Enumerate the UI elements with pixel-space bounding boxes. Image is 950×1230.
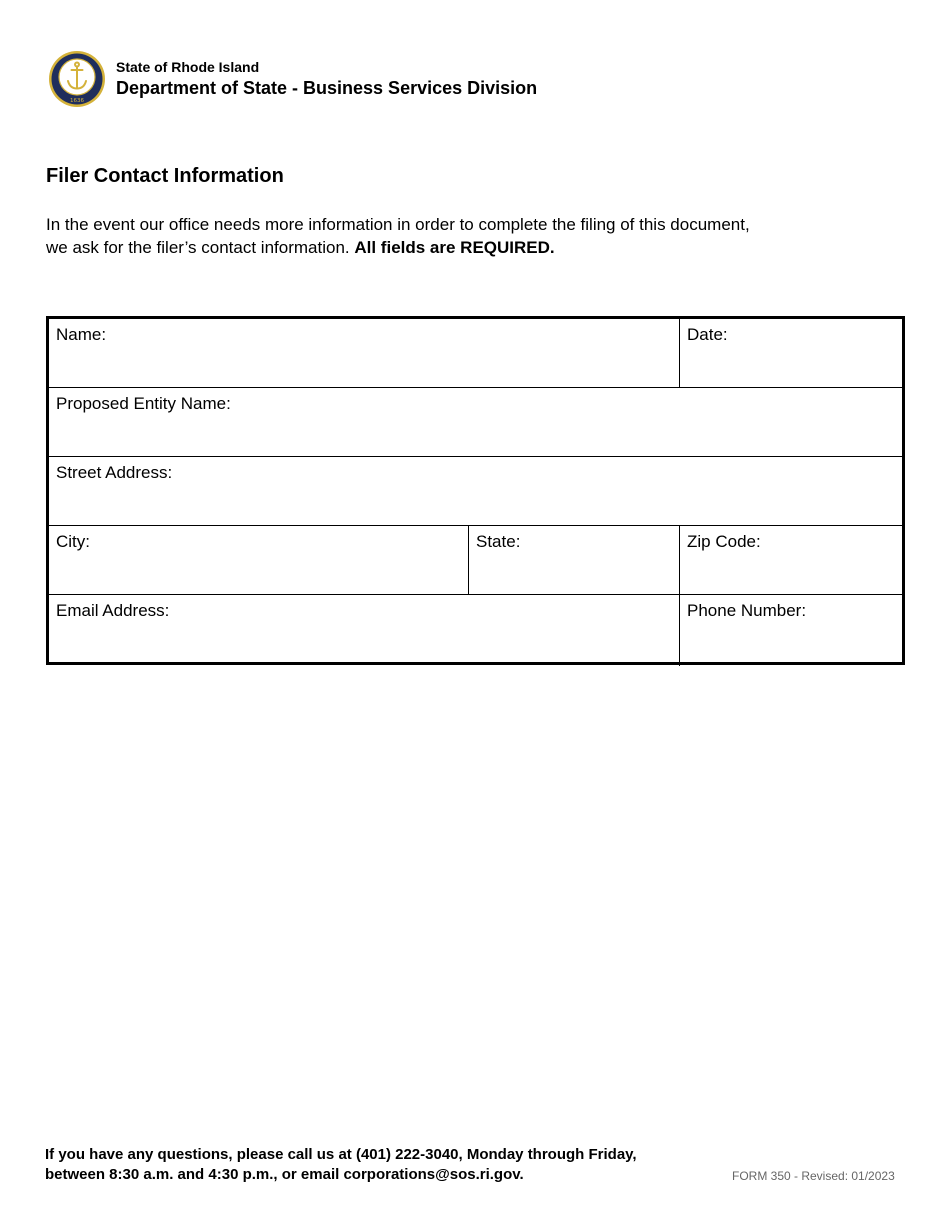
row-name-date — [49, 319, 902, 388]
row-entity — [49, 388, 902, 457]
state-seal-anchor-icon — [48, 50, 106, 108]
state-field[interactable] — [469, 526, 680, 594]
seal-year: 1636 — [70, 98, 84, 104]
email-address-field[interactable] — [49, 595, 680, 666]
footer-contact-info — [45, 1145, 685, 1185]
row-city-state-zip — [49, 526, 902, 595]
intro-text: In the event our office needs more information in order to complete the filing of this document, we ask for the filer’s contact information. — [46, 215, 750, 257]
city-field[interactable] — [49, 526, 469, 594]
row-street — [49, 457, 902, 526]
phone-number-field[interactable] — [680, 595, 902, 666]
contact-fields-table — [46, 316, 905, 665]
state-name: State of Rhode Island — [116, 59, 260, 75]
footer-line-1: If you have any questions, please call us at (401) 222-3040, Monday through Friday, — [45, 1146, 637, 1163]
date-field[interactable] — [680, 319, 902, 387]
street-address-field[interactable] — [49, 457, 902, 525]
phone-number-label: Phone Number: — [687, 601, 807, 620]
date-label: Date: — [687, 325, 728, 344]
entity-name-label: Proposed Entity Name: — [56, 394, 231, 413]
division-name: Department of State - Business Services Division — [116, 78, 538, 98]
form-revision-id: FORM 350 - Revised: 01/2023 — [732, 1169, 895, 1183]
row-email-phone — [49, 595, 902, 666]
name-label: Name: — [56, 325, 107, 344]
city-label: City: — [56, 532, 90, 551]
name-field[interactable] — [49, 319, 680, 387]
email-address-label: Email Address: — [56, 601, 170, 620]
header — [48, 50, 537, 108]
zip-code-label: Zip Code: — [687, 532, 761, 551]
form-title: Filer Contact Information — [46, 165, 284, 187]
zip-code-field[interactable] — [680, 526, 902, 594]
intro-paragraph — [46, 213, 766, 259]
state-label: State: — [476, 532, 521, 551]
entity-name-field[interactable] — [49, 388, 902, 456]
required-note: All fields are REQUIRED. — [354, 238, 555, 257]
footer-line-2: between 8:30 a.m. and 4:30 p.m., or email corporations@sos.ri.gov. — [45, 1166, 524, 1183]
street-address-label: Street Address: — [56, 463, 173, 482]
